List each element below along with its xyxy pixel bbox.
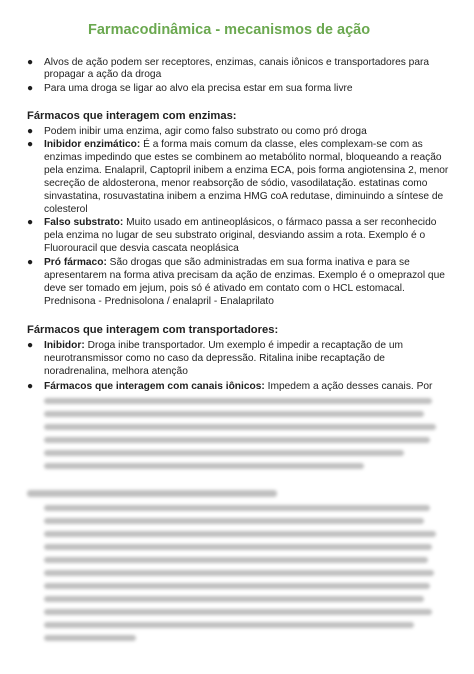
list-item-continuation: pela enzima. Enalapril, Captopril inibem a enzima ECA, pois forma angiotensina 2, menor: [44, 165, 449, 176]
blurred-text-bars: [0, 394, 474, 674]
bullet-icon: ●: [27, 381, 34, 392]
list-item: ● Podem inibir uma enzima, agir como falso substrato ou como pró droga: [27, 126, 367, 137]
list-item-continuation: apresentarem na forma ativa precisam da ação de enzimas. Exemplo é o omeprazol que: [44, 270, 445, 281]
bullet-icon: ●: [27, 83, 34, 94]
list-item: ● Alvos de ação podem ser receptores, enzimas, canais iônicos e transportadores para: [27, 57, 430, 68]
list-item-continuation: colesterol: [44, 204, 88, 215]
section-heading-enzymes: Fármacos que interagem com enzimas:: [27, 110, 237, 122]
bullet-icon: ●: [27, 57, 34, 68]
list-item-continuation: Prednisona - Prednisolona / enalapril - Enalaprilato: [44, 296, 274, 307]
list-item-continuation: pela enzima no lugar de seu substrato original, desviando assim a rota. Exemplo é o: [44, 230, 426, 241]
list-item-continuation: deve ser tomado em jejum, pois só é ativado em contato com o HCL estomacal.: [44, 283, 405, 294]
list-item-continuation: propagar a ação da droga: [44, 69, 162, 80]
list-item-continuation: secreção de aldosterona, menor reabsorção de sódio, vasodilatação. estatinas como: [44, 178, 428, 189]
bullet-icon: ●: [27, 217, 34, 228]
list-item-continuation: enzimas impedindo que estes se combinem ao metabólito normal, bloqueando a reação: [44, 152, 442, 163]
bullet-icon: ●: [27, 126, 34, 137]
bullet-icon: ●: [27, 139, 34, 150]
list-item-continuation: sinvastatina, rosuvastatina inibem a enzima HMG coA redutase, diminuindo a síntese de: [44, 191, 444, 202]
list-item-continuation: Fluorouracil que desvia cascata neoplásica: [44, 243, 239, 254]
list-item-continuation: neurotransmissor como no caso da depressão. Ritalina inibe recaptação de: [44, 353, 385, 364]
list-item: ● Para uma droga se ligar ao alvo ela precisa estar em sua forma livre: [27, 83, 353, 94]
list-item: ● Falso substrato: Muito usado em antineoplásicos, o fármaco passa a ser reconhecido: [27, 217, 437, 228]
bullet-icon: ●: [27, 340, 34, 351]
list-item: ● Pró fármaco: São drogas que são administradas em sua forma inativa e para se: [27, 257, 410, 268]
section-heading-transporters: Fármacos que interagem com transportadores:: [27, 324, 279, 336]
bullet-icon: ●: [27, 257, 34, 268]
list-item: ● Fármacos que interagem com canais iônicos: Impedem a ação desses canais. Por: [27, 381, 433, 392]
list-item: ● Inibidor: Droga inibe transportador. Um exemplo é impedir a recaptação de um: [27, 340, 403, 351]
list-item-continuation: noradrenalina, melhora atenção: [44, 366, 188, 377]
document-title: Farmacodinâmica - mecanismos de ação: [88, 22, 371, 38]
list-item: ● Inibidor enzimático: É a forma mais comum da classe, eles complexam-se com as: [27, 139, 423, 150]
